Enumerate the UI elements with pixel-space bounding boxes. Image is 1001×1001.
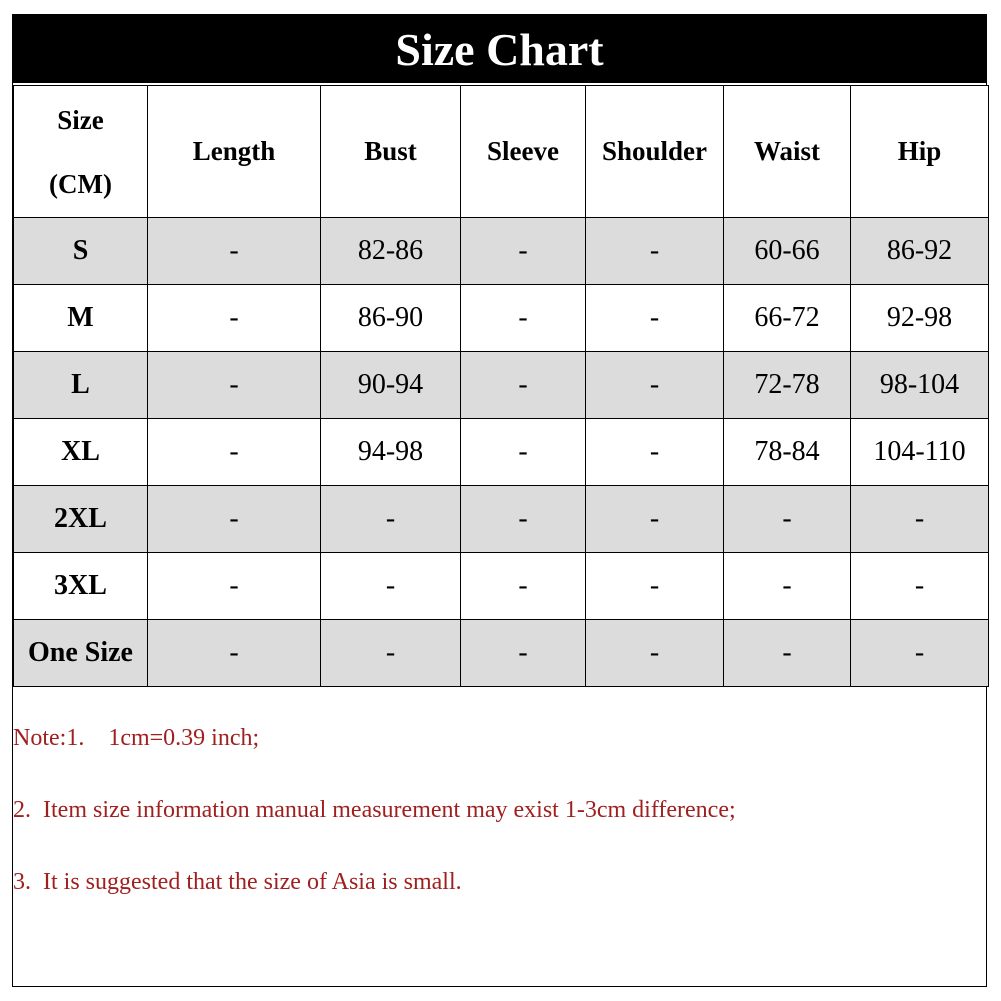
table-row [14, 486, 989, 553]
length-cell: - [148, 218, 321, 285]
hip-cell: 104-110 [851, 419, 989, 486]
length-cell: - [148, 553, 321, 620]
table-row [14, 419, 989, 486]
waist-cell: - [724, 553, 851, 620]
size-cell: One Size [14, 620, 148, 687]
waist-cell: - [724, 486, 851, 553]
header-row [14, 86, 989, 218]
table-row [14, 620, 989, 687]
shoulder-cell: - [586, 419, 724, 486]
note-line-3: 3. It is suggested that the size of Asia is small. [13, 869, 462, 895]
waist-cell: 72-78 [724, 352, 851, 419]
chart-title: Size Chart [13, 15, 986, 83]
table-row [14, 285, 989, 352]
hip-cell: 98-104 [851, 352, 989, 419]
sleeve-cell: - [461, 419, 586, 486]
hip-cell: - [851, 620, 989, 687]
table-row [14, 553, 989, 620]
size-table [13, 85, 989, 687]
sleeve-cell: - [461, 218, 586, 285]
sleeve-cell: - [461, 285, 586, 352]
sleeve-cell: - [461, 553, 586, 620]
length-cell: - [148, 352, 321, 419]
header-size [14, 86, 148, 218]
header-waist: Waist [724, 86, 851, 218]
size-cell: S [14, 218, 148, 285]
header-hip: Hip [851, 86, 989, 218]
waist-cell: - [724, 620, 851, 687]
shoulder-cell: - [586, 218, 724, 285]
shoulder-cell: - [586, 486, 724, 553]
waist-cell: 60-66 [724, 218, 851, 285]
length-cell: - [148, 285, 321, 352]
hip-cell: - [851, 553, 989, 620]
hip-cell: - [851, 486, 989, 553]
size-chart-frame [12, 14, 987, 987]
sleeve-cell: - [461, 352, 586, 419]
note-line-2: 2. Item size information manual measurement may exist 1-3cm difference; [13, 797, 736, 823]
table-row [14, 218, 989, 285]
table-row [14, 352, 989, 419]
bust-cell: - [321, 486, 461, 553]
size-cell: XL [14, 419, 148, 486]
sleeve-cell: - [461, 620, 586, 687]
shoulder-cell: - [586, 285, 724, 352]
header-size-line1: Size [57, 104, 104, 135]
bust-cell: 90-94 [321, 352, 461, 419]
hip-cell: 92-98 [851, 285, 989, 352]
hip-cell: 86-92 [851, 218, 989, 285]
header-sleeve: Sleeve [461, 86, 586, 218]
size-cell: 2XL [14, 486, 148, 553]
length-cell: - [148, 620, 321, 687]
size-cell: 3XL [14, 553, 148, 620]
bust-cell: 94-98 [321, 419, 461, 486]
length-cell: - [148, 419, 321, 486]
bust-cell: - [321, 620, 461, 687]
length-cell: - [148, 486, 321, 553]
header-size-line2: (CM) [49, 168, 112, 199]
waist-cell: 66-72 [724, 285, 851, 352]
header-length: Length [148, 86, 321, 218]
header-bust: Bust [321, 86, 461, 218]
shoulder-cell: - [586, 553, 724, 620]
note-line-1: Note:1. 1cm=0.39 inch; [13, 725, 260, 751]
waist-cell: 78-84 [724, 419, 851, 486]
bust-cell: - [321, 553, 461, 620]
sleeve-cell: - [461, 486, 586, 553]
header-shoulder: Shoulder [586, 86, 724, 218]
bust-cell: 82-86 [321, 218, 461, 285]
bust-cell: 86-90 [321, 285, 461, 352]
size-cell: M [14, 285, 148, 352]
size-cell: L [14, 352, 148, 419]
shoulder-cell: - [586, 620, 724, 687]
shoulder-cell: - [586, 352, 724, 419]
